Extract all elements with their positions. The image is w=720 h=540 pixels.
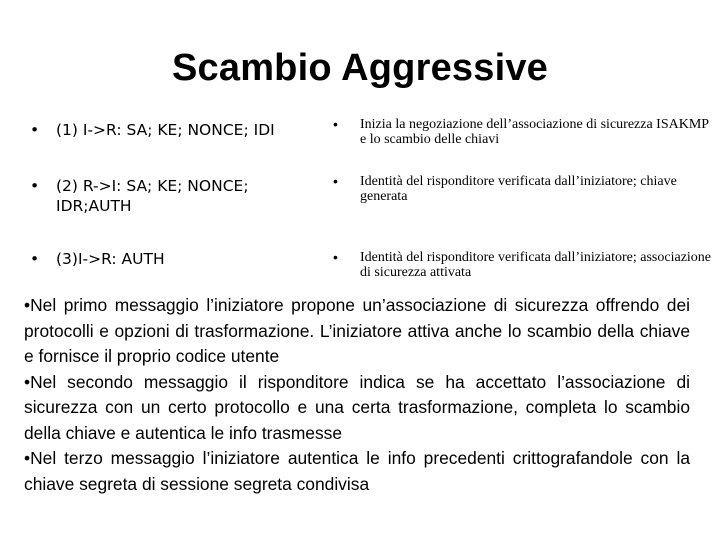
- bullet-icon: •: [30, 177, 40, 195]
- explanation-text: [24, 293, 690, 497]
- left-bullet-text: (3)I->R: AUTH: [56, 250, 165, 268]
- right-bullet-item-3: [333, 250, 718, 280]
- right-bullet-item-1: [333, 117, 718, 147]
- left-bullet-item-1: [30, 120, 320, 140]
- left-bullet-text: (2) R->I: SA; KE; NONCE; IDR;AUTH: [56, 177, 249, 215]
- left-bullet-item-2: [30, 176, 320, 216]
- right-bullet-item-2: [333, 174, 718, 204]
- bullet-icon: •: [333, 173, 338, 189]
- bullet-icon: •: [333, 116, 338, 132]
- right-bullet-text: Identità del risponditore verificata dall’iniziatore; chiave generata: [360, 174, 677, 204]
- right-bullet-text: Inizia la negoziazione dell’associazione di sicurezza ISAKMP e lo scambio delle chiavi: [360, 117, 709, 147]
- slide-title: Scambio Aggressive: [171, 47, 548, 89]
- bullet-icon: •: [30, 250, 40, 268]
- left-bullet-item-3: [30, 249, 320, 269]
- left-bullet-text: (1) I->R: SA; KE; NONCE; IDI: [56, 121, 275, 139]
- bullet-icon: •: [333, 249, 338, 265]
- right-bullet-text: Identità del risponditore verificata dall’iniziatore; associazione di sicurezza attivata: [360, 250, 712, 280]
- explanation-paragraph-2: •Nel secondo messaggio il risponditore indica se ha accettato l’associazione di sicurezza con un certo protocollo e una certa trasformazione, completa lo scambio della chiave e autentica le info trasmesse: [24, 371, 690, 443]
- explanation-paragraph-1: •Nel primo messaggio l’iniziatore propone un’associazione di sicurezza offrendo dei protocolli e opzioni di trasformazione. L’iniziatore attiva anche lo scambio della chiave e fornisce il proprio codice utente: [24, 295, 690, 366]
- explanation-paragraph-3: •Nel terzo messaggio l’iniziatore autentica le info precedenti crittografandole con la chiave segreta di sessione segreta condivisa: [24, 448, 690, 494]
- bullet-icon: •: [30, 121, 40, 139]
